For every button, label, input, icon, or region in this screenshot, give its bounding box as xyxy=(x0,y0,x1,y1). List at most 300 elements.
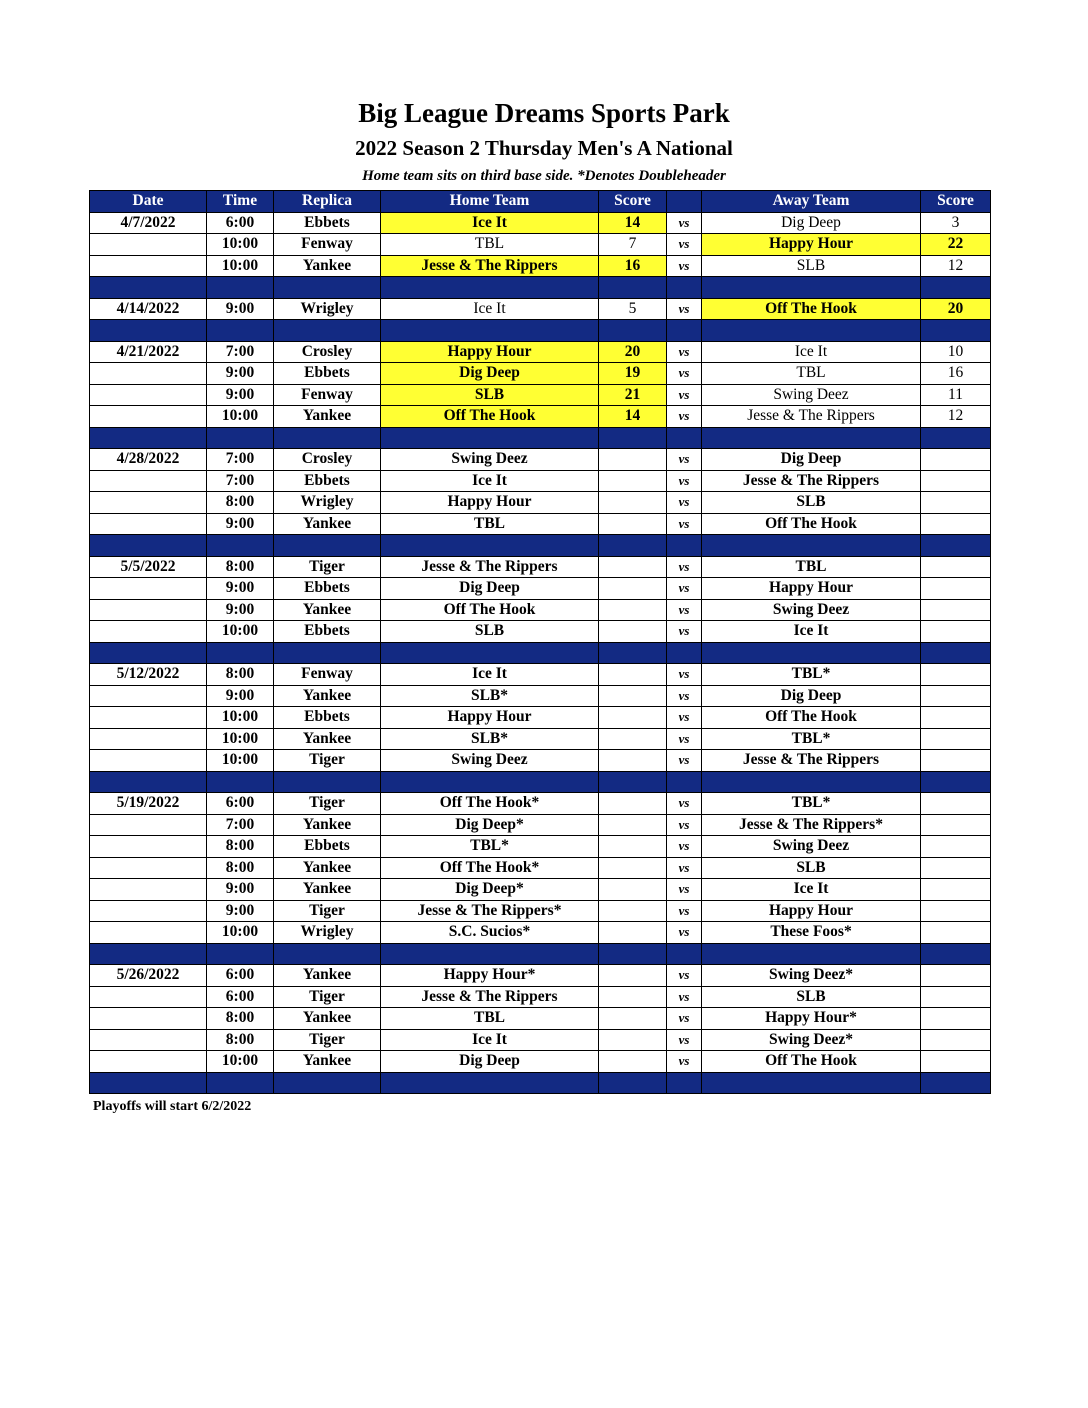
away-score-cell xyxy=(921,836,991,858)
replica-cell: Crosley xyxy=(274,341,381,363)
home-team-cell: Ice It xyxy=(381,470,599,492)
time-cell: 8:00 xyxy=(207,836,274,858)
away-team-cell: Swing Deez* xyxy=(702,965,921,987)
playoffs-note: Playoffs will start 6/2/2022 xyxy=(93,1099,252,1114)
table-row xyxy=(90,470,991,492)
date-cell xyxy=(90,922,207,944)
vs-label: vs xyxy=(667,664,702,686)
date-cell xyxy=(90,857,207,879)
date-cell: 4/7/2022 xyxy=(90,212,207,234)
replica-cell: Tiger xyxy=(274,900,381,922)
date-cell: 5/19/2022 xyxy=(90,793,207,815)
replica-cell: Wrigley xyxy=(274,492,381,514)
vs-label: vs xyxy=(667,879,702,901)
vs-label: vs xyxy=(667,1051,702,1073)
away-team-cell: Jesse & The Rippers xyxy=(702,470,921,492)
separator-cell xyxy=(702,771,921,793)
home-team-cell: Ice It xyxy=(381,1029,599,1051)
away-score-cell xyxy=(921,449,991,471)
replica-cell: Tiger xyxy=(274,986,381,1008)
separator-cell xyxy=(599,642,667,664)
replica-cell: Fenway xyxy=(274,664,381,686)
time-cell: 6:00 xyxy=(207,793,274,815)
separator-cell xyxy=(667,320,702,342)
away-team-cell: Off The Hook xyxy=(702,1051,921,1073)
separator-cell xyxy=(274,277,381,299)
away-score-cell xyxy=(921,965,991,987)
home-score-cell xyxy=(599,879,667,901)
separator-cell xyxy=(274,535,381,557)
vs-label: vs xyxy=(667,449,702,471)
separator-cell xyxy=(90,427,207,449)
table-row xyxy=(90,513,991,535)
separator-cell xyxy=(921,1072,991,1094)
table-row xyxy=(90,384,991,406)
vs-label: vs xyxy=(667,814,702,836)
separator-cell xyxy=(207,277,274,299)
time-cell: 6:00 xyxy=(207,986,274,1008)
separator-cell xyxy=(667,535,702,557)
vs-label: vs xyxy=(667,922,702,944)
date-cell xyxy=(90,492,207,514)
table-row xyxy=(90,685,991,707)
vs-label: vs xyxy=(667,1029,702,1051)
home-score-cell xyxy=(599,449,667,471)
vs-label: vs xyxy=(667,621,702,643)
separator-cell xyxy=(599,943,667,965)
separator-cell xyxy=(381,1072,599,1094)
date-cell: 4/21/2022 xyxy=(90,341,207,363)
page-subtitle: 2022 Season 2 Thursday Men's A National xyxy=(355,136,733,160)
date-cell xyxy=(90,685,207,707)
home-team-cell: Swing Deez xyxy=(381,449,599,471)
table-row xyxy=(90,406,991,428)
away-score-cell xyxy=(921,599,991,621)
vs-label: vs xyxy=(667,384,702,406)
time-cell: 9:00 xyxy=(207,384,274,406)
separator-cell xyxy=(667,771,702,793)
separator-cell xyxy=(207,1072,274,1094)
table-row xyxy=(90,621,991,643)
vs-label: vs xyxy=(667,470,702,492)
table-row xyxy=(90,449,991,471)
page-title: Big League Dreams Sports Park xyxy=(358,98,730,128)
date-cell xyxy=(90,599,207,621)
table-row xyxy=(90,879,991,901)
vs-label: vs xyxy=(667,1008,702,1030)
away-score-cell xyxy=(921,986,991,1008)
time-cell: 10:00 xyxy=(207,621,274,643)
replica-cell: Ebbets xyxy=(274,470,381,492)
away-score-cell xyxy=(921,578,991,600)
home-score-cell xyxy=(599,578,667,600)
separator-cell xyxy=(702,427,921,449)
home-team-cell: Happy Hour xyxy=(381,707,599,729)
separator-cell xyxy=(667,277,702,299)
vs-label: vs xyxy=(667,728,702,750)
separator-cell xyxy=(274,320,381,342)
away-team-cell: TBL xyxy=(702,363,921,385)
separator-cell xyxy=(381,277,599,299)
table-row xyxy=(90,707,991,729)
away-score-cell xyxy=(921,879,991,901)
table-row xyxy=(90,255,991,277)
week-separator xyxy=(90,771,991,793)
home-team-cell: Happy Hour xyxy=(381,341,599,363)
replica-cell: Yankee xyxy=(274,406,381,428)
time-cell: 7:00 xyxy=(207,449,274,471)
table-row xyxy=(90,965,991,987)
separator-cell xyxy=(921,771,991,793)
home-team-cell: Dig Deep* xyxy=(381,814,599,836)
home-score-cell xyxy=(599,599,667,621)
separator-cell xyxy=(90,642,207,664)
away-score-cell xyxy=(921,685,991,707)
away-score-cell xyxy=(921,900,991,922)
separator-cell xyxy=(274,943,381,965)
week-separator xyxy=(90,277,991,299)
time-cell: 8:00 xyxy=(207,492,274,514)
table-row xyxy=(90,556,991,578)
away-team-cell: Dig Deep xyxy=(702,685,921,707)
table-row xyxy=(90,212,991,234)
separator-cell xyxy=(921,943,991,965)
home-score-cell xyxy=(599,470,667,492)
away-team-cell: These Foos* xyxy=(702,922,921,944)
home-team-cell: Happy Hour* xyxy=(381,965,599,987)
date-cell xyxy=(90,814,207,836)
vs-label: vs xyxy=(667,793,702,815)
away-score-cell xyxy=(921,814,991,836)
home-score-cell: 16 xyxy=(599,255,667,277)
replica-cell: Tiger xyxy=(274,1029,381,1051)
home-team-cell: TBL* xyxy=(381,836,599,858)
separator-cell xyxy=(207,535,274,557)
week-separator xyxy=(90,1072,991,1094)
home-score-cell xyxy=(599,685,667,707)
table-row xyxy=(90,664,991,686)
table-row xyxy=(90,986,991,1008)
away-team-cell: Happy Hour xyxy=(702,900,921,922)
replica-cell: Wrigley xyxy=(274,298,381,320)
date-cell xyxy=(90,578,207,600)
home-team-cell: Happy Hour xyxy=(381,492,599,514)
vs-label: vs xyxy=(667,750,702,772)
table-row xyxy=(90,728,991,750)
date-cell xyxy=(90,986,207,1008)
home-team-cell: Off The Hook* xyxy=(381,793,599,815)
date-cell: 4/28/2022 xyxy=(90,449,207,471)
away-team-cell: Swing Deez xyxy=(702,384,921,406)
separator-cell xyxy=(381,535,599,557)
away-score-cell xyxy=(921,492,991,514)
separator-cell xyxy=(599,771,667,793)
table-row xyxy=(90,578,991,600)
away-team-cell: Happy Hour xyxy=(702,234,921,256)
home-team-cell: Off The Hook xyxy=(381,406,599,428)
away-team-cell: Off The Hook xyxy=(702,298,921,320)
replica-cell: Ebbets xyxy=(274,363,381,385)
replica-cell: Yankee xyxy=(274,965,381,987)
time-cell: 8:00 xyxy=(207,1029,274,1051)
table-row xyxy=(90,814,991,836)
replica-cell: Wrigley xyxy=(274,922,381,944)
replica-cell: Ebbets xyxy=(274,578,381,600)
schedule-body xyxy=(90,212,991,1094)
away-team-cell: TBL* xyxy=(702,728,921,750)
away-score-cell: 12 xyxy=(921,255,991,277)
separator-cell xyxy=(702,1072,921,1094)
away-team-cell: SLB xyxy=(702,255,921,277)
col-header-replica: Replica xyxy=(274,191,381,213)
time-cell: 6:00 xyxy=(207,965,274,987)
schedule-note: Home team sits on third base side. *Denotes Doubleheader xyxy=(362,168,726,184)
home-score-cell: 14 xyxy=(599,406,667,428)
away-score-cell xyxy=(921,793,991,815)
home-score-cell xyxy=(599,728,667,750)
home-team-cell: TBL xyxy=(381,234,599,256)
home-score-cell xyxy=(599,1029,667,1051)
away-team-cell: SLB xyxy=(702,857,921,879)
table-row xyxy=(90,836,991,858)
replica-cell: Tiger xyxy=(274,793,381,815)
away-score-cell xyxy=(921,513,991,535)
time-cell: 9:00 xyxy=(207,900,274,922)
home-score-cell xyxy=(599,707,667,729)
away-score-cell: 11 xyxy=(921,384,991,406)
vs-label: vs xyxy=(667,599,702,621)
home-score-cell xyxy=(599,664,667,686)
vs-label: vs xyxy=(667,363,702,385)
home-score-cell: 14 xyxy=(599,212,667,234)
home-team-cell: SLB* xyxy=(381,728,599,750)
time-cell: 9:00 xyxy=(207,298,274,320)
home-score-cell xyxy=(599,1051,667,1073)
date-cell xyxy=(90,513,207,535)
vs-label: vs xyxy=(667,556,702,578)
separator-cell xyxy=(381,320,599,342)
date-cell xyxy=(90,1051,207,1073)
separator-cell xyxy=(702,277,921,299)
home-score-cell xyxy=(599,814,667,836)
home-score-cell xyxy=(599,965,667,987)
separator-cell xyxy=(207,320,274,342)
col-header-home-team: Home Team xyxy=(381,191,599,213)
time-cell: 8:00 xyxy=(207,1008,274,1030)
separator-cell xyxy=(90,320,207,342)
replica-cell: Ebbets xyxy=(274,212,381,234)
home-team-cell: SLB xyxy=(381,384,599,406)
separator-cell xyxy=(90,1072,207,1094)
replica-cell: Yankee xyxy=(274,857,381,879)
home-team-cell: Jesse & The Rippers xyxy=(381,986,599,1008)
separator-cell xyxy=(599,427,667,449)
table-row xyxy=(90,750,991,772)
home-team-cell: Ice It xyxy=(381,212,599,234)
away-score-cell xyxy=(921,728,991,750)
table-header-row xyxy=(90,191,991,213)
home-team-cell: Off The Hook xyxy=(381,599,599,621)
away-team-cell: Off The Hook xyxy=(702,707,921,729)
table-row xyxy=(90,341,991,363)
separator-cell xyxy=(921,427,991,449)
separator-cell xyxy=(274,642,381,664)
home-team-cell: Dig Deep* xyxy=(381,879,599,901)
vs-label: vs xyxy=(667,965,702,987)
replica-cell: Ebbets xyxy=(274,707,381,729)
vs-label: vs xyxy=(667,492,702,514)
home-team-cell: Jesse & The Rippers* xyxy=(381,900,599,922)
separator-cell xyxy=(90,277,207,299)
separator-cell xyxy=(921,320,991,342)
away-team-cell: Swing Deez xyxy=(702,599,921,621)
separator-cell xyxy=(381,427,599,449)
home-team-cell: Dig Deep xyxy=(381,363,599,385)
away-team-cell: SLB xyxy=(702,986,921,1008)
away-score-cell xyxy=(921,621,991,643)
time-cell: 9:00 xyxy=(207,685,274,707)
replica-cell: Ebbets xyxy=(274,621,381,643)
date-cell xyxy=(90,728,207,750)
separator-cell xyxy=(207,642,274,664)
week-separator xyxy=(90,320,991,342)
time-cell: 10:00 xyxy=(207,750,274,772)
replica-cell: Yankee xyxy=(274,1008,381,1030)
table-row xyxy=(90,363,991,385)
vs-label: vs xyxy=(667,707,702,729)
time-cell: 7:00 xyxy=(207,470,274,492)
replica-cell: Yankee xyxy=(274,728,381,750)
separator-cell xyxy=(702,642,921,664)
home-team-cell: Swing Deez xyxy=(381,750,599,772)
replica-cell: Yankee xyxy=(274,814,381,836)
away-score-cell: 20 xyxy=(921,298,991,320)
home-score-cell: 21 xyxy=(599,384,667,406)
table-row xyxy=(90,599,991,621)
separator-cell xyxy=(921,642,991,664)
vs-label: vs xyxy=(667,986,702,1008)
home-score-cell xyxy=(599,836,667,858)
replica-cell: Fenway xyxy=(274,384,381,406)
away-score-cell xyxy=(921,1029,991,1051)
home-score-cell: 7 xyxy=(599,234,667,256)
col-header-away-score: Score xyxy=(921,191,991,213)
away-team-cell: SLB xyxy=(702,492,921,514)
home-score-cell xyxy=(599,986,667,1008)
vs-label: vs xyxy=(667,406,702,428)
home-score-cell: 5 xyxy=(599,298,667,320)
date-cell: 5/5/2022 xyxy=(90,556,207,578)
time-cell: 10:00 xyxy=(207,255,274,277)
date-cell xyxy=(90,234,207,256)
away-score-cell xyxy=(921,707,991,729)
time-cell: 8:00 xyxy=(207,664,274,686)
home-team-cell: Dig Deep xyxy=(381,1051,599,1073)
time-cell: 7:00 xyxy=(207,814,274,836)
away-score-cell: 10 xyxy=(921,341,991,363)
separator-cell xyxy=(207,427,274,449)
away-team-cell: Ice It xyxy=(702,879,921,901)
separator-cell xyxy=(599,277,667,299)
table-row xyxy=(90,922,991,944)
separator-cell xyxy=(90,771,207,793)
separator-cell xyxy=(274,427,381,449)
home-team-cell: Jesse & The Rippers xyxy=(381,556,599,578)
replica-cell: Ebbets xyxy=(274,836,381,858)
time-cell: 10:00 xyxy=(207,406,274,428)
time-cell: 8:00 xyxy=(207,857,274,879)
time-cell: 9:00 xyxy=(207,363,274,385)
replica-cell: Crosley xyxy=(274,449,381,471)
date-cell xyxy=(90,255,207,277)
time-cell: 9:00 xyxy=(207,513,274,535)
time-cell: 10:00 xyxy=(207,728,274,750)
home-score-cell xyxy=(599,922,667,944)
away-score-cell: 3 xyxy=(921,212,991,234)
time-cell: 10:00 xyxy=(207,922,274,944)
date-cell xyxy=(90,621,207,643)
date-cell: 4/14/2022 xyxy=(90,298,207,320)
separator-cell xyxy=(702,943,921,965)
vs-label: vs xyxy=(667,900,702,922)
home-team-cell: Jesse & The Rippers xyxy=(381,255,599,277)
home-score-cell: 19 xyxy=(599,363,667,385)
separator-cell xyxy=(667,427,702,449)
away-team-cell: Jesse & The Rippers xyxy=(702,750,921,772)
table-row xyxy=(90,1051,991,1073)
home-score-cell xyxy=(599,793,667,815)
separator-cell xyxy=(90,535,207,557)
home-score-cell: 20 xyxy=(599,341,667,363)
home-team-cell: S.C. Sucios* xyxy=(381,922,599,944)
home-team-cell: Ice It xyxy=(381,298,599,320)
table-row xyxy=(90,857,991,879)
date-cell xyxy=(90,879,207,901)
time-cell: 9:00 xyxy=(207,879,274,901)
home-score-cell xyxy=(599,492,667,514)
away-team-cell: Jesse & The Rippers* xyxy=(702,814,921,836)
separator-cell xyxy=(381,771,599,793)
date-cell: 5/26/2022 xyxy=(90,965,207,987)
date-cell xyxy=(90,707,207,729)
separator-cell xyxy=(90,943,207,965)
away-score-cell xyxy=(921,1051,991,1073)
date-cell xyxy=(90,363,207,385)
separator-cell xyxy=(667,1072,702,1094)
time-cell: 9:00 xyxy=(207,578,274,600)
home-team-cell: SLB xyxy=(381,621,599,643)
separator-cell xyxy=(381,642,599,664)
col-header-time: Time xyxy=(207,191,274,213)
vs-label: vs xyxy=(667,298,702,320)
table-row xyxy=(90,492,991,514)
home-score-cell xyxy=(599,513,667,535)
date-cell xyxy=(90,384,207,406)
away-team-cell: Happy Hour* xyxy=(702,1008,921,1030)
replica-cell: Yankee xyxy=(274,513,381,535)
vs-label: vs xyxy=(667,857,702,879)
home-team-cell: Dig Deep xyxy=(381,578,599,600)
home-score-cell xyxy=(599,556,667,578)
away-score-cell xyxy=(921,857,991,879)
separator-cell xyxy=(381,943,599,965)
separator-cell xyxy=(599,320,667,342)
away-team-cell: Happy Hour xyxy=(702,578,921,600)
home-team-cell: TBL xyxy=(381,1008,599,1030)
away-team-cell: TBL xyxy=(702,556,921,578)
home-team-cell: Ice It xyxy=(381,664,599,686)
separator-cell xyxy=(702,535,921,557)
